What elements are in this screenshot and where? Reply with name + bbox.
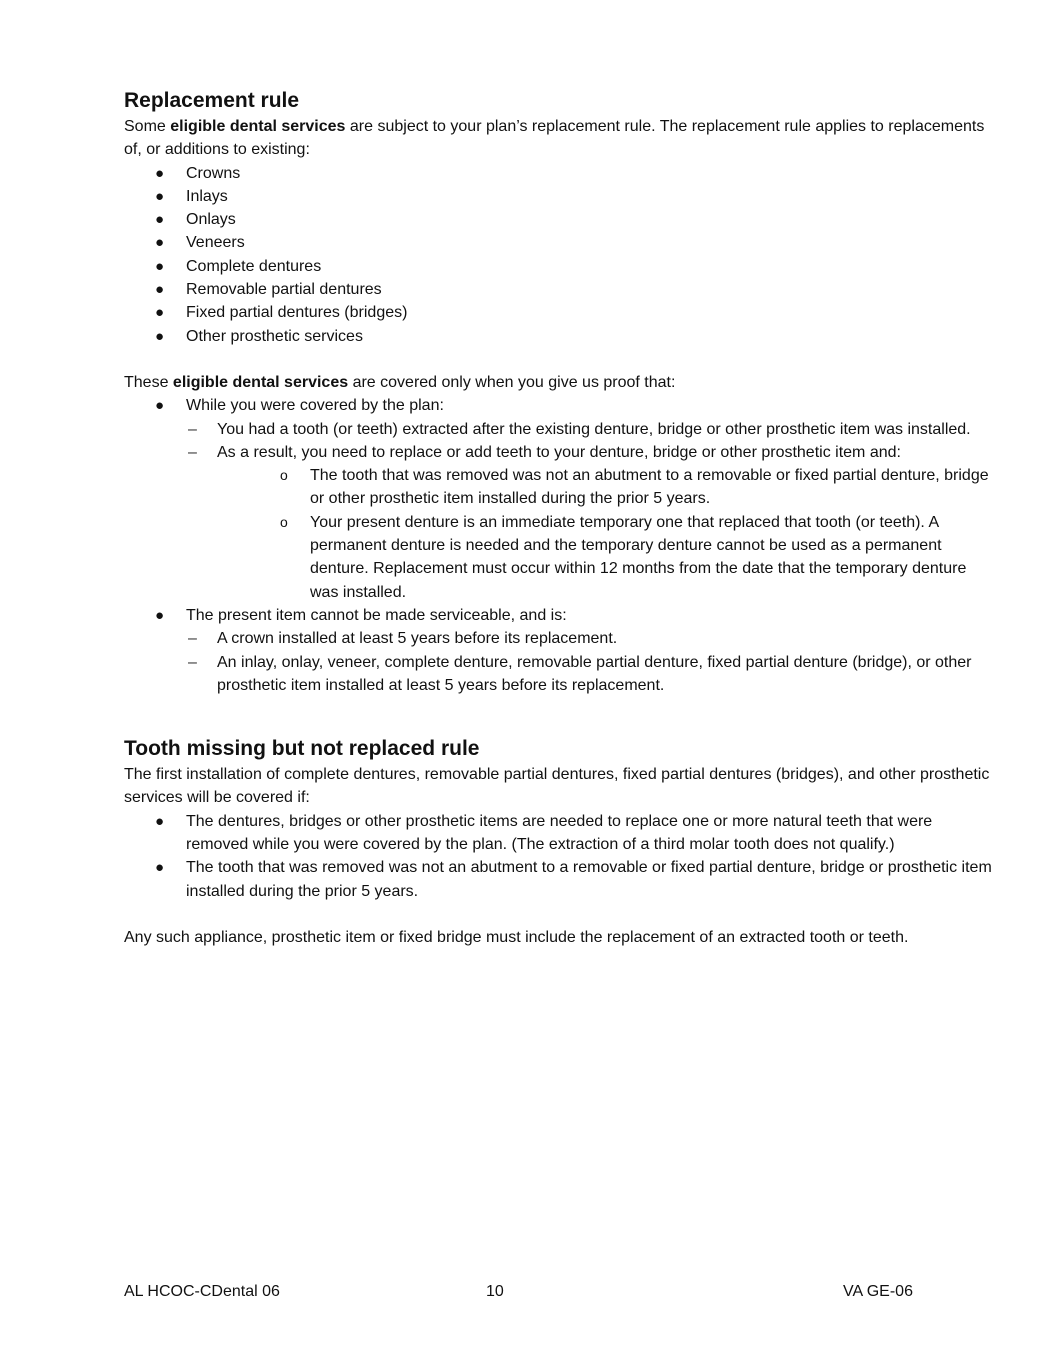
spacer	[124, 697, 994, 734]
list-item	[124, 856, 994, 903]
list-item	[124, 185, 994, 208]
proof-text: are covered only when you give us proof that:	[348, 373, 676, 391]
list-item	[124, 810, 994, 857]
list-item	[124, 301, 994, 324]
dash-icon: –	[188, 420, 197, 438]
replacement-rule-heading: Replacement rule	[124, 89, 300, 112]
list-item	[124, 208, 994, 231]
intro-text: Some	[124, 118, 171, 135]
sub-list-item-text: As a result, you need to replace or add teeth to your denture, bridge or other prosthetic item and:	[217, 443, 901, 461]
sub-list-item	[186, 651, 994, 698]
bullet-icon: ●	[155, 327, 165, 345]
bullet-icon: ●	[155, 164, 165, 182]
eligible-services-term: eligible dental services	[170, 118, 346, 135]
list-item-text: Inlays	[186, 187, 228, 205]
sub-sub-list-item	[279, 464, 994, 511]
bullet-icon: ●	[155, 859, 165, 877]
sub-list	[186, 627, 994, 697]
bullet-icon: ●	[155, 257, 165, 275]
dash-icon: –	[188, 443, 197, 461]
list-item-text: Veneers	[186, 234, 245, 252]
dash-icon: –	[188, 653, 197, 671]
sub-list-item-text: A crown installed at least 5 years before its replacement.	[217, 630, 618, 648]
replacement-items-list	[124, 162, 994, 348]
list-item-text: Onlays	[186, 211, 236, 229]
list-item-text: While you were covered by the plan:	[186, 397, 444, 415]
list-item-text: The present item cannot be made serviceable, and is:	[186, 606, 567, 624]
list-item-text: Other prosthetic services	[186, 327, 363, 345]
bullet-icon: ●	[155, 397, 165, 415]
tooth-missing-rule-heading: Tooth missing but not replaced rule	[124, 737, 480, 761]
bullet-icon: ●	[155, 211, 165, 229]
proof-conditions-list	[124, 394, 994, 697]
sub-list-item-text: An inlay, onlay, veneer, complete denture, removable partial denture, fixed partial denture (bridge), or other prosthetic item installed at least 5 years before its replacement.	[217, 653, 972, 694]
bullet-icon: ●	[155, 606, 165, 624]
list-item	[124, 325, 994, 348]
list-item	[124, 231, 994, 254]
eligible-services-term: eligible dental services	[172, 373, 349, 391]
document-page	[124, 86, 994, 949]
list-item-text: Crowns	[186, 164, 241, 182]
list-item-text: Complete dentures	[186, 257, 322, 275]
proof-text: These	[124, 373, 173, 391]
bullet-icon: ●	[155, 812, 165, 830]
tooth-missing-conditions-list	[124, 810, 994, 903]
list-item	[124, 604, 994, 697]
list-item	[124, 162, 994, 185]
tooth-missing-intro: The first installation of complete dentures, removable partial dentures, fixed partial dentures (bridges), and other prosthetic services will be covered if:	[124, 766, 990, 807]
circle-bullet-icon: o	[280, 513, 288, 530]
list-item-text: The tooth that was removed was not an abutment to a removable or fixed partial denture, bridge or prosthetic item installed during the prior 5 years.	[186, 859, 992, 900]
sub-sub-list-item	[279, 511, 994, 604]
closing-statement: Any such appliance, prosthetic item or fixed bridge must include the replacement of an extracted tooth or teeth.	[124, 928, 909, 946]
circle-bullet-icon: o	[280, 467, 288, 484]
sub-list-item-text: You had a tooth (or teeth) extracted after the existing denture, bridge or other prosthetic item was installed.	[217, 420, 971, 438]
sub-list-item	[186, 441, 994, 604]
sub-list-item	[186, 418, 994, 441]
list-item-text: Removable partial dentures	[186, 281, 382, 299]
spacer	[124, 348, 994, 371]
intro-text: are subject to your plan’s replacement rule. The replacement rule applies to replacements of, or additions to existing:	[124, 118, 985, 159]
bullet-icon: ●	[155, 234, 165, 252]
list-item-text: The dentures, bridges or other prosthetic items are needed to replace one or more natural teeth that were removed while you were covered by the plan. (The extraction of a third molar tooth does not qualify.)	[186, 812, 933, 854]
sub-sub-list-item-text: The tooth that was removed was not an abutment to a removable or fixed partial denture, bridge or other prosthetic item installed during the prior 5 years.	[310, 467, 989, 508]
sub-sub-list-item-text: Your present denture is an immediate temporary one that replaced that tooth (or teeth). A permanent denture is needed and the temporary denture cannot be used as a permanent denture. Replacement must occur within 12 months from the date that the temporary denture was installed.	[310, 513, 967, 601]
sub-sub-list	[279, 464, 994, 604]
list-item	[124, 278, 994, 301]
dash-icon: –	[188, 630, 197, 648]
proof-intro	[124, 371, 994, 394]
bullet-icon: ●	[155, 304, 165, 322]
list-item-text: Fixed partial dentures (bridges)	[186, 304, 408, 322]
footer-state-code: VA GE-06	[843, 1283, 913, 1300]
replacement-rule-intro	[124, 115, 994, 162]
footer-page-number: 10	[486, 1283, 504, 1300]
sub-list-item	[186, 627, 994, 650]
spacer	[124, 903, 994, 926]
list-item	[124, 255, 994, 278]
list-item	[124, 394, 994, 604]
sub-list	[186, 418, 994, 604]
bullet-icon: ●	[155, 281, 165, 299]
bullet-icon: ●	[155, 187, 165, 205]
footer-form-id: AL HCOC-CDental 06	[124, 1283, 280, 1300]
